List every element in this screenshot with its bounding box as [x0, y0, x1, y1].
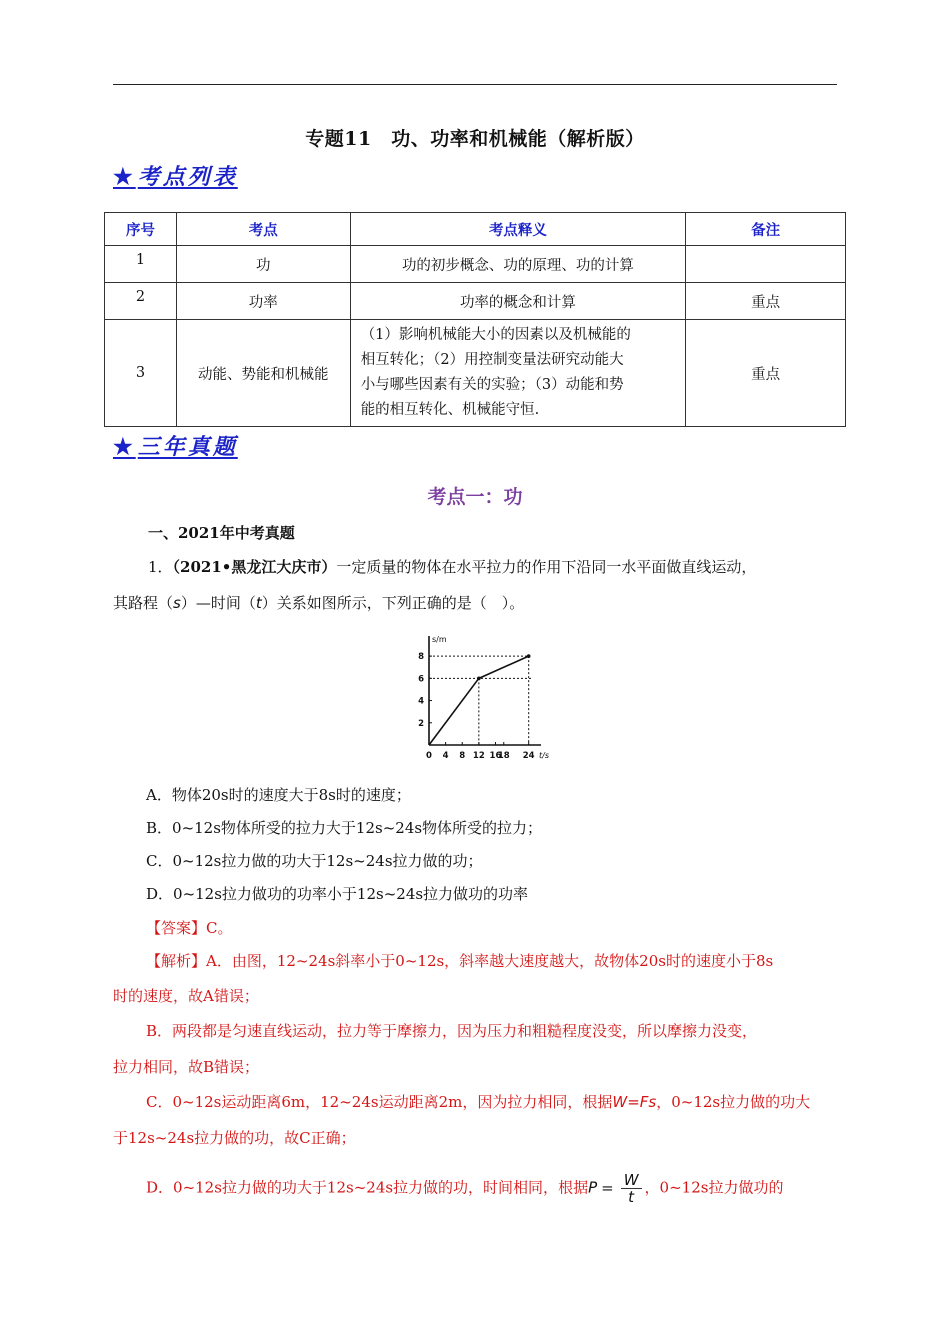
table-header-cell: 序号 — [105, 213, 177, 246]
star-icon: ★ — [113, 434, 136, 460]
topic-heading: 考点一：功 — [427, 486, 523, 508]
option-c: C．0~12s拉力做的功大于12s~24s拉力做的功； — [146, 852, 483, 870]
y-axis-label: s/m — [432, 635, 447, 644]
table-cell-topic: 功 — [176, 246, 350, 283]
analysis-text: D．0~12s拉力做的功大于12s~24s拉力做的功，时间相同，根据 — [146, 1178, 589, 1197]
data-point — [477, 677, 481, 681]
table-cell-topic: 动能、势能和机械能 — [176, 320, 350, 427]
analysis-text: ，0~12s拉力做功的 — [644, 1178, 784, 1197]
x-axis-label: t/s — [539, 751, 549, 760]
table-cell-note — [686, 246, 846, 283]
analysis-text: A．由图，12~24s斜率小于0~12s，斜率越大速度越大，故物体20s时的速度小于8s — [206, 952, 774, 970]
variable-s: s — [173, 594, 181, 612]
table-cell-note: 重点 — [686, 283, 846, 320]
desc-line: 能的相互转化、机械能守恒. — [360, 402, 540, 418]
y-tick-label: 8 — [418, 652, 424, 663]
series-segment — [429, 678, 479, 745]
answer-tag: 【答案】 — [146, 919, 207, 937]
analysis-line: 于12s~24s拉力做的功，故C正确； — [113, 1129, 356, 1147]
table-cell-note: 重点 — [686, 320, 846, 427]
analysis-tag: 【解析】 — [146, 952, 207, 970]
analysis-text: C．0~12s运动距离6m，12~24s运动距离2m，因为拉力相同，根据 — [146, 1093, 613, 1111]
question-stem-line — [113, 593, 524, 613]
answer-line — [146, 918, 233, 938]
table-cell-seq: 3 — [105, 320, 177, 427]
table-row — [105, 320, 846, 427]
x-tick-label: 18 — [497, 751, 510, 761]
x-tick-label: 8 — [459, 751, 466, 761]
analysis-line: 拉力相同，故B错误； — [113, 1058, 260, 1076]
document-title: 专题11 功、功率和机械能（解析版） — [305, 128, 645, 150]
table-row — [105, 283, 846, 320]
x-tick-label: 24 — [522, 751, 535, 761]
distance-time-chart — [393, 632, 549, 767]
subsection-heading: 一、2021年中考真题 — [148, 524, 295, 542]
desc-line: （1）影响机械能大小的因素以及机械能的 — [360, 327, 631, 343]
topic-table — [104, 212, 846, 427]
analysis-line: B．两段都是匀速直线运动，拉力等于摩擦力，因为压力和粗糙程度没变，所以摩擦力没变， — [146, 1022, 758, 1040]
table-cell-desc — [350, 320, 686, 427]
table-header-row — [105, 213, 846, 246]
fraction-denominator: t — [628, 1188, 635, 1206]
section-heading-label: 考点列表 — [137, 164, 238, 190]
question-text: 一定质量的物体在水平拉力的作用下沿同一水平面做直线运动， — [336, 558, 757, 576]
analysis-line — [146, 951, 773, 971]
fraction-numerator: W — [621, 1172, 642, 1189]
table-row — [105, 246, 846, 283]
option-a: A．物体20s时的速度大于8s时的速度； — [146, 786, 411, 804]
table-cell-desc: 功率的概念和计算 — [350, 283, 686, 320]
x-tick-label: 12 — [472, 751, 485, 761]
question-text: ）关系如图所示，下列正确的是（ ）。 — [261, 594, 525, 612]
y-tick-label: 6 — [418, 674, 424, 685]
question-stem-line — [148, 557, 756, 577]
option-d: D．0~12s拉力做功的功率小于12s~24s拉力做功的功率 — [146, 885, 529, 903]
question-number: 1． — [148, 558, 173, 576]
star-icon: ★ — [113, 164, 136, 190]
option-b: B．0~12s物体所受的拉力大于12s~24s物体所受的拉力； — [146, 819, 543, 837]
table-cell-seq: 1 — [105, 246, 177, 283]
table-cell-seq: 2 — [105, 283, 177, 320]
desc-line: 小与哪些因素有关的实验；（3）动能和势 — [360, 377, 624, 393]
analysis-line — [146, 1172, 783, 1205]
desc-line: 相互转化；（2）用控制变量法研究动能大 — [360, 352, 624, 368]
question-text: ）—时间（ — [180, 594, 256, 612]
table-cell-desc: 功的初步概念、功的原理、功的计算 — [350, 246, 686, 283]
table-cell-topic: 功率 — [176, 283, 350, 320]
question-text: 其路程（ — [113, 594, 174, 612]
table-header-cell: 备注 — [686, 213, 846, 246]
formula-equals: = — [601, 1178, 614, 1197]
analysis-text: ，0~12s拉力做的功大 — [656, 1093, 811, 1111]
formula-work: W=Fs — [612, 1093, 657, 1111]
header-rule — [113, 84, 837, 85]
section-heading-topic-list — [113, 160, 238, 191]
y-tick-label: 4 — [418, 696, 424, 707]
data-point — [527, 654, 531, 658]
variable-t: t — [255, 594, 262, 612]
answer-value: C。 — [206, 919, 233, 937]
formula-fraction — [621, 1172, 642, 1205]
x-tick-label: 4 — [442, 751, 449, 761]
analysis-line: 时的速度，故A错误； — [113, 987, 259, 1005]
table-header-cell: 考点释义 — [350, 213, 686, 246]
section-heading-label: 三年真题 — [137, 434, 238, 460]
y-tick-label: 2 — [418, 718, 424, 729]
formula-power-p: P — [588, 1178, 598, 1197]
question-source: （2021•黑龙江大庆市） — [172, 558, 337, 576]
table-header-cell: 考点 — [176, 213, 350, 246]
x-tick-label: 16 — [489, 751, 502, 761]
x-tick-label: 0 — [426, 751, 432, 761]
section-heading-past-exams — [113, 430, 238, 461]
series-segment — [479, 656, 529, 678]
analysis-line — [146, 1092, 810, 1112]
